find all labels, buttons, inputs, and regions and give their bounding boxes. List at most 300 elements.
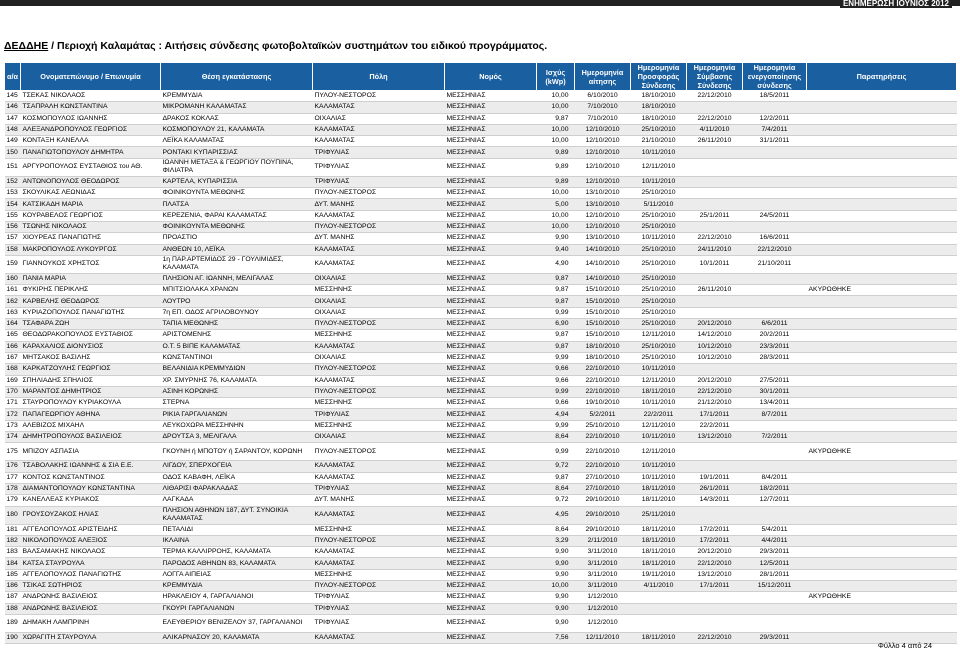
city: ΜΕΣΣΗΝΗΣ [313,398,445,409]
city: ΚΑΛΑΜΑΤΑΣ [313,558,445,569]
applicant-name: ΚΟΝΤΑΞΗ ΚΑΝΕΛΛΑ [21,136,161,147]
notes [807,432,957,443]
table-header-row [5,63,957,91]
notes: ΑΚΥΡΩΘΗΚΕ [807,443,957,461]
application-date: 13/10/2010 [575,188,631,199]
table-row [5,614,957,632]
city: ΤΡΙΦΥΛΙΑΣ [313,176,445,187]
power-kwp: 9,72 [537,461,575,472]
install-location: ΦΟΙΝΙΚΟΥΝΤΑ ΜΕΘΩΝΗΣ [161,221,313,232]
offer-date [631,603,687,614]
applications-table [4,62,957,644]
power-kwp: 9,87 [537,113,575,124]
applicant-name: ΚΟΝΤΟΣ ΚΩΝΣΤΑΝΤΙΝΟΣ [21,472,161,483]
prefecture: ΜΕΣΣΗΝΙΑΣ [445,244,537,255]
install-location: 1η ΠΑΡ.ΑΡΤΕΜΙΔΟΣ 29 - ΓΟΥΛΙΜΙΔΕΣ, ΚΑΛΑΜΑΤΑ [161,255,313,273]
table-row [5,592,957,603]
table-row [5,495,957,506]
city: ΚΑΛΑΜΑΤΑΣ [313,136,445,147]
applicant-name: ΚΑΤΣΑ ΣΤΑΥΡΟΥΛΑ [21,558,161,569]
application-date: 22/10/2010 [575,461,631,472]
activation-date [743,443,807,461]
offer-date: 25/10/2010 [631,210,687,221]
applicant-name: ΤΣΙΚΑΣ ΣΩΤΗΡΙΟΣ [21,580,161,591]
city: ΚΑΛΑΜΑΤΑΣ [313,632,445,643]
offer-date: 18/11/2010 [631,386,687,397]
applicant-name: ΑΝΔΡΩΝΗΣ ΒΑΣΙΛΕΙΟΣ [21,592,161,603]
contract-date: 17/2/2011 [687,524,743,535]
city: ΤΡΙΦΥΛΙΑΣ [313,603,445,614]
applicant-name: ΜΗΤΣΑΚΟΣ ΒΑΣΙΛΗΣ [21,352,161,363]
activation-date [743,158,807,176]
row-number: 159 [5,255,21,273]
table-row [5,273,957,284]
power-kwp: 9,89 [537,176,575,187]
application-date: 1/12/2010 [575,592,631,603]
city: ΤΡΙΦΥΛΙΑΣ [313,409,445,420]
activation-date: 8/4/2011 [743,472,807,483]
power-kwp: 10,00 [537,210,575,221]
power-kwp: 9,89 [537,147,575,158]
row-number: 171 [5,398,21,409]
applicant-name: ΠΑΠΑΓΕΩΡΓΙΟΥ ΑΘΗΝΑ [21,409,161,420]
offer-date: 10/11/2010 [631,364,687,375]
contract-date: 20/12/2010 [687,375,743,386]
table-row [5,461,957,472]
prefecture: ΜΕΣΣΗΝΙΑΣ [445,113,537,124]
applicant-name: ΜΑΚΡΟΠΟΥΛΟΣ ΛΥΚΟΥΡΓΟΣ [21,244,161,255]
prefecture: ΜΕΣΣΗΝΙΑΣ [445,461,537,472]
prefecture: ΜΕΣΣΗΝΙΑΣ [445,136,537,147]
activation-date: 22/12/2010 [743,244,807,255]
install-location: ΤΑΠΙΑ ΜΕΘΩΝΗΣ [161,319,313,330]
city: ΤΡΙΦΥΛΙΑΣ [313,483,445,494]
notes [807,147,957,158]
table-row [5,420,957,431]
contract-date [687,506,743,524]
offer-date: 10/11/2010 [631,432,687,443]
offer-date: 25/10/2010 [631,244,687,255]
application-date: 22/10/2010 [575,375,631,386]
power-kwp: 9,99 [537,420,575,431]
row-number: 154 [5,199,21,210]
activation-date: 12/7/2011 [743,495,807,506]
row-number: 179 [5,495,21,506]
applicant-name: ΑΝΔΡΩΝΗΣ ΒΑΣΙΛΕΙΟΣ [21,603,161,614]
city: ΟΙΧΑΛΙΑΣ [313,296,445,307]
table-row [5,113,957,124]
applicant-name: ΤΣΕΚΑΣ ΝΙΚΟΛΑΟΣ [21,91,161,102]
install-location: ΛΙΘΑΡΙΣΙ ΦΑΡΑΚΛΑΔΑΣ [161,483,313,494]
row-number: 178 [5,483,21,494]
offer-date: 18/11/2010 [631,547,687,558]
col-location-header: Θέση εγκατάστασης [161,63,313,91]
applicant-name: ΤΣΩΝΗΣ ΝΙΚΟΛΑΟΣ [21,221,161,232]
contract-date: 14/12/2010 [687,330,743,341]
power-kwp: 9,90 [537,603,575,614]
prefecture: ΜΕΣΣΗΝΙΑΣ [445,398,537,409]
activation-date [743,592,807,603]
notes [807,569,957,580]
install-location: ΔΡΟΥΤΣΑ 3, ΜΕΛΙΓΑΛΑ [161,432,313,443]
row-number: 162 [5,296,21,307]
city: ΠΥΛΟΥ-ΝΕΣΤΟΡΟΣ [313,221,445,232]
application-date: 1/12/2010 [575,603,631,614]
offer-date: 12/11/2010 [631,420,687,431]
application-date: 2/11/2010 [575,535,631,546]
contract-date: 13/12/2010 [687,569,743,580]
notes [807,188,957,199]
contract-date: 10/12/2010 [687,352,743,363]
activation-date [743,296,807,307]
application-date: 12/10/2010 [575,124,631,135]
prefecture: ΜΕΣΣΗΝΙΑΣ [445,547,537,558]
contract-date: 25/1/2011 [687,210,743,221]
table-row [5,603,957,614]
application-date: 12/10/2010 [575,147,631,158]
install-location: ΜΠΙΤΣΙΟΛΑΚΑ ΧΡΑΝΩΝ [161,285,313,296]
row-number: 169 [5,375,21,386]
city: ΚΑΛΑΜΑΤΑΣ [313,506,445,524]
applicant-name: ΔΗΜΗΤΡΟΠΟΥΛΟΣ ΒΑΣΙΛΕΙΟΣ [21,432,161,443]
row-number: 161 [5,285,21,296]
install-location: ΙΚΛΑΙΝΑ [161,535,313,546]
notes [807,524,957,535]
contract-date [687,273,743,284]
row-number: 146 [5,102,21,113]
row-number: 180 [5,506,21,524]
power-kwp: 9,87 [537,330,575,341]
activation-date: 18/5/2011 [743,91,807,102]
contract-date: 4/11/2010 [687,124,743,135]
table-body [5,91,957,644]
application-date: 3/11/2010 [575,569,631,580]
notes: ΑΚΥΡΩΘΗΚΕ [807,285,957,296]
application-date: 22/10/2010 [575,443,631,461]
row-number: 173 [5,420,21,431]
power-kwp: 9,87 [537,285,575,296]
row-number: 167 [5,352,21,363]
activation-date: 28/1/2011 [743,569,807,580]
prefecture: ΜΕΣΣΗΝΙΑΣ [445,210,537,221]
table-row [5,432,957,443]
power-kwp: 4,95 [537,506,575,524]
install-location: ΠΕΤΑΛΙΔΙ [161,524,313,535]
applicant-name: ΠΑΝΑΓΙΩΤΟΠΟΥΛΟΥ ΔΗΜΗΤΡΑ [21,147,161,158]
application-date: 27/10/2010 [575,483,631,494]
row-number: 160 [5,273,21,284]
activation-date: 28/3/2011 [743,352,807,363]
offer-date: 25/10/2010 [631,273,687,284]
application-date: 29/10/2010 [575,524,631,535]
row-number: 190 [5,632,21,643]
offer-date: 12/11/2010 [631,158,687,176]
power-kwp: 4,94 [537,409,575,420]
row-number: 177 [5,472,21,483]
row-number: 155 [5,210,21,221]
row-number: 164 [5,319,21,330]
table-row [5,558,957,569]
applicant-name: ΑΓΓΕΛΟΠΟΥΛΟΣ ΠΑΝΑΓΙΩΤΗΣ [21,569,161,580]
power-kwp: 9,90 [537,569,575,580]
notes [807,364,957,375]
city: ΟΙΧΑΛΙΑΣ [313,113,445,124]
table-row [5,307,957,318]
activation-date: 27/5/2011 [743,375,807,386]
prefecture: ΜΕΣΣΗΝΙΑΣ [445,307,537,318]
install-location: ΟΔΟΣ ΚΑΒΑΦΗ, ΛΕΪΚΑ [161,472,313,483]
table-row [5,632,957,643]
applicant-name: ΔΙΑΜΑΝΤΟΠΟΥΛΟΥ ΚΩΝΣΤΑΝΤΙΝΑ [21,483,161,494]
row-number: 156 [5,221,21,232]
application-date: 3/11/2010 [575,580,631,591]
contract-date: 10/1/2011 [687,255,743,273]
applicant-name: ΧΩΡΑΓΙΤΗ ΣΤΑΥΡΟΥΛΑ [21,632,161,643]
power-kwp: 10,00 [537,91,575,102]
notes [807,273,957,284]
activation-date: 31/1/2011 [743,136,807,147]
install-location: ΑΛΙΚΑΡΝΑΣΟΥ 20, ΚΑΛΑΜΑΤΑ [161,632,313,643]
prefecture: ΜΕΣΣΗΝΙΑΣ [445,364,537,375]
install-location: ΒΕΛΑΝΙΔΙΑ ΚΡΕΜΜΥΔΙΩΝ [161,364,313,375]
applicant-name: ΤΣΑΒΟΛΑΚΗΣ ΙΩΑΝΝΗΣ & ΣΙΑ Ε.Ε. [21,461,161,472]
prefecture: ΜΕΣΣΗΝΙΑΣ [445,483,537,494]
city: ΤΡΙΦΥΛΙΑΣ [313,147,445,158]
contract-date [687,188,743,199]
offer-date [631,614,687,632]
install-location: ΗΡΑΚΛΕΙΟΥ 4, ΓΑΡΓΑΛΙΑΝΟΙ [161,592,313,603]
city: ΔΥΤ. ΜΑΝΗΣ [313,233,445,244]
offer-date: 10/11/2010 [631,472,687,483]
applicant-name: ΚΟΥΡΑΒΕΛΟΣ ΓΕΩΡΓΙΟΣ [21,210,161,221]
prefecture: ΜΕΣΣΗΝΙΑΣ [445,535,537,546]
notes [807,91,957,102]
offer-date: 18/10/2010 [631,91,687,102]
activation-date: 5/4/2011 [743,524,807,535]
application-date: 14/10/2010 [575,244,631,255]
application-date: 29/10/2010 [575,495,631,506]
power-kwp: 8,64 [537,483,575,494]
notes [807,547,957,558]
table-row [5,102,957,113]
power-kwp: 8,64 [537,524,575,535]
power-kwp: 6,90 [537,319,575,330]
city: ΟΙΧΑΛΙΑΣ [313,352,445,363]
city: ΔΥΤ. ΜΑΝΗΣ [313,199,445,210]
applicant-name: ΑΓΓΕΛΟΠΟΥΛΟΣ ΑΡΙΣΤΕΙΔΗΣ [21,524,161,535]
notes [807,221,957,232]
city: ΚΑΛΑΜΑΤΑΣ [313,547,445,558]
install-location: ΧΡ. ΣΜΥΡΝΗΣ 76, ΚΑΛΑΜΑΤΑ [161,375,313,386]
install-location: ΑΣΙΝΗ ΚΟΡΩΝΗΣ [161,386,313,397]
power-kwp: 10,00 [537,124,575,135]
notes [807,319,957,330]
col-city-header: Πόλη [313,63,445,91]
application-date: 15/10/2010 [575,307,631,318]
contract-date: 21/12/2010 [687,398,743,409]
offer-date: 10/11/2010 [631,147,687,158]
applicant-name: ΑΛΕΞΑΝΔΡΟΠΟΥΛΟΣ ΓΕΩΡΓΙΟΣ [21,124,161,135]
city: ΟΙΧΑΛΙΑΣ [313,273,445,284]
table-row [5,398,957,409]
city: ΠΥΛΟΥ-ΝΕΣΤΟΡΟΣ [313,319,445,330]
offer-date: 18/11/2010 [631,495,687,506]
power-kwp: 10,00 [537,221,575,232]
activation-date [743,420,807,431]
prefecture: ΜΕΣΣΗΝΙΑΣ [445,386,537,397]
prefecture: ΜΕΣΣΗΝΙΑΣ [445,375,537,386]
notes [807,580,957,591]
applicant-name: ΑΛΕΒΙΖΟΣ ΜΙΧΑΗΛ [21,420,161,431]
application-date: 6/10/2010 [575,91,631,102]
contract-date [687,592,743,603]
row-number: 184 [5,558,21,569]
row-number: 176 [5,461,21,472]
offer-date: 25/10/2010 [631,307,687,318]
applicant-name: ΜΠΙΖΟΥ ΑΣΠΑΣΙΑ [21,443,161,461]
activation-date: 23/3/2011 [743,341,807,352]
city: ΜΕΣΣΗΝΗΣ [313,285,445,296]
install-location: ΤΕΡΜΑ ΚΑΛΛΙΡΡΟΗΣ, ΚΑΛΑΜΑΤΑ [161,547,313,558]
city: ΚΑΛΑΜΑΤΑΣ [313,102,445,113]
notes [807,375,957,386]
power-kwp: 9,90 [537,614,575,632]
power-kwp: 9,72 [537,495,575,506]
notes [807,472,957,483]
application-date: 13/10/2010 [575,199,631,210]
row-number: 188 [5,603,21,614]
contract-date [687,102,743,113]
row-number: 151 [5,158,21,176]
contract-date [687,461,743,472]
contract-date [687,221,743,232]
table-row [5,352,957,363]
prefecture: ΜΕΣΣΗΝΙΑΣ [445,341,537,352]
table-row [5,255,957,273]
install-location: ΠΑΡΟΔΟΣ ΑΘΗΝΩΝ 83, ΚΑΛΑΜΑΤΑ [161,558,313,569]
application-date: 18/10/2010 [575,352,631,363]
city: ΠΥΛΟΥ-ΝΕΣΤΟΡΟΣ [313,580,445,591]
row-number: 182 [5,535,21,546]
application-date: 15/10/2010 [575,296,631,307]
prefecture: ΜΕΣΣΗΝΙΑΣ [445,420,537,431]
power-kwp: 9,99 [537,352,575,363]
row-number: 158 [5,244,21,255]
activation-date: 13/4/2011 [743,398,807,409]
notes [807,398,957,409]
power-kwp: 10,00 [537,580,575,591]
install-location: ΠΛΗΣΙΟΝ ΑΘΗΝΩΝ 187, ΔΥΤ. ΣΥΝΟΙΚΙΑ ΚΑΛΑΜΑΤΑΣ [161,506,313,524]
offer-date: 25/10/2010 [631,319,687,330]
contract-date: 20/12/2010 [687,547,743,558]
contract-date [687,176,743,187]
install-location: ΚΡΕΜΜΥΔΙΑ [161,580,313,591]
contract-date [687,147,743,158]
contract-date: 19/1/2011 [687,472,743,483]
activation-date [743,461,807,472]
activation-date [743,364,807,375]
notes [807,341,957,352]
offer-date: 25/10/2010 [631,188,687,199]
application-date: 15/10/2010 [575,285,631,296]
install-location: ΜΙΚΡΟΜΑΝΗ ΚΑΛΑΜΑΤΑΣ [161,102,313,113]
row-number: 166 [5,341,21,352]
contract-date [687,614,743,632]
table-row [5,341,957,352]
contract-date [687,307,743,318]
install-location: ΚΑΡΤΕΛΑ, ΚΥΠΑΡΙΣΣΙΑ [161,176,313,187]
install-location: ΛΟΓΓΑ ΑΙΠΕΙΑΣ [161,569,313,580]
row-number: 187 [5,592,21,603]
title-text: / Περιοχή Καλαμάτας : Αιτήσεις σύνδεσης φωτοβολταϊκών συστημάτων του ειδικού προγράμματος. [48,40,548,52]
install-location: ΔΡΑΚΟΣ ΚΟΚΛΑΣ [161,113,313,124]
install-location: ΚΡΕΜΜΥΔΙΑ [161,91,313,102]
city: ΠΥΛΟΥ-ΝΕΣΤΟΡΟΣ [313,91,445,102]
install-location: ΦΟΙΝΙΚΟΥΝΤΑ ΜΕΘΩΝΗΣ [161,188,313,199]
activation-date: 6/6/2011 [743,319,807,330]
contract-date [687,443,743,461]
activation-date [743,176,807,187]
offer-date: 12/11/2010 [631,330,687,341]
contract-date [687,199,743,210]
notes [807,210,957,221]
prefecture: ΜΕΣΣΗΝΙΑΣ [445,580,537,591]
activation-date [743,273,807,284]
contract-date: 17/1/2011 [687,409,743,420]
activation-date [743,506,807,524]
application-date: 13/10/2010 [575,233,631,244]
applicant-name: ΜΑΡΑΝΤΟΣ ΔΗΜΗΤΡΙΟΣ [21,386,161,397]
power-kwp: 10,00 [537,188,575,199]
prefecture: ΜΕΣΣΗΝΙΑΣ [445,443,537,461]
activation-date [743,102,807,113]
table-row [5,147,957,158]
applicant-name: ΚΑΤΣΙΚΑΔΗ ΜΑΡΙΑ [21,199,161,210]
row-number: 150 [5,147,21,158]
table-row [5,524,957,535]
city: ΔΥΤ. ΜΑΝΗΣ [313,495,445,506]
contract-date: 24/11/2010 [687,244,743,255]
contract-date: 26/1/2011 [687,483,743,494]
prefecture: ΜΕΣΣΗΝΙΑΣ [445,495,537,506]
application-date: 14/10/2010 [575,273,631,284]
prefecture: ΜΕΣΣΗΝΙΑΣ [445,285,537,296]
activation-date: 15/12/2011 [743,580,807,591]
offer-date: 18/10/2010 [631,113,687,124]
col-prefecture-header: Νομός [445,63,537,91]
row-number: 170 [5,386,21,397]
table-row [5,296,957,307]
activation-date: 16/6/2011 [743,233,807,244]
row-number: 163 [5,307,21,318]
install-location: ΙΩΑΝΝΗ ΜΕΤΑΞΑ & ΓΕΩΡΓΙΟΥ ΠΟΥΠΙΝΑ, ΦΙΛΙΑΤΡΑ [161,158,313,176]
col-offer-date-header: Ημερομηνία Προσφοράς Σύνδεσης [631,63,687,91]
table-row [5,124,957,135]
applicant-name: ΠΑΝΙΑ ΜΑΡΙΑ [21,273,161,284]
table-row [5,319,957,330]
prefecture: ΜΕΣΣΗΝΙΑΣ [445,102,537,113]
application-date: 15/10/2010 [575,319,631,330]
install-location: ΓΚΟΥΡΙ ΓΑΡΓΑΛΙΑΝΩΝ [161,603,313,614]
offer-date [631,592,687,603]
contract-date [687,364,743,375]
contract-date: 14/3/2011 [687,495,743,506]
applicant-name: ΘΕΟΔΩΡΑΚΟΠΟΥΛΟΣ ΕΥΣΤΑΘΙΟΣ [21,330,161,341]
install-location: ΓΚΟΥΝΗ ή ΜΠΟΤΟΥ ή ΣΑΡΑΝΤΟΥ, ΚΟΡΩΝΗ [161,443,313,461]
activation-date: 30/1/2011 [743,386,807,397]
offer-date: 25/10/2010 [631,352,687,363]
offer-date: 18/11/2010 [631,558,687,569]
